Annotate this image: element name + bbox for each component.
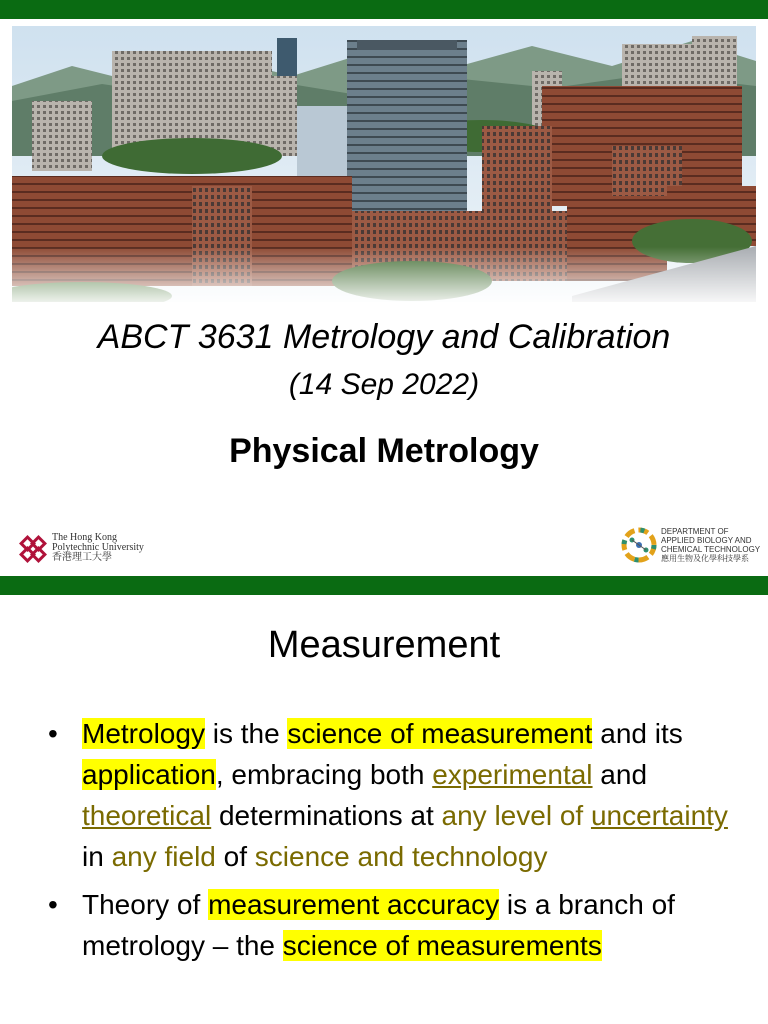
bullet-item <box>48 713 748 877</box>
bullet-list <box>48 713 748 973</box>
bullet-text: Theory of <box>82 889 209 920</box>
abct-name-line1: DEPARTMENT OF <box>661 527 729 536</box>
emphasis-term: any field <box>111 841 216 872</box>
highlight-term: Metrology <box>82 718 205 749</box>
polyu-emblem-icon <box>16 532 50 566</box>
bullet-text <box>583 800 591 831</box>
emphasis-term: science and technology <box>254 841 548 872</box>
polyu-name-line1: The Hong Kong <box>52 532 117 543</box>
underlined-term: experimental <box>432 759 593 790</box>
abct-name-line3: CHEMICAL TECHNOLOGY <box>661 545 761 554</box>
abct-name-line2: APPLIED BIOLOGY AND <box>661 536 752 545</box>
underlined-term: theoretical <box>82 800 212 831</box>
polyu-name-line3: 香港理工大學 <box>52 552 112 563</box>
highlight-term: measurement accuracy <box>208 889 500 920</box>
bullet-text: and <box>592 759 648 790</box>
bullet-text: in <box>82 841 112 872</box>
bullet-text: is the <box>204 718 288 749</box>
slide-title: Measurement <box>267 624 501 666</box>
polyu-name-line2: Polytechnic University <box>52 542 144 553</box>
lecture-date: (14 Sep 2022) <box>288 368 480 401</box>
bullet-item <box>48 884 748 966</box>
bullet-dot-icon: • <box>48 889 58 920</box>
bullet-text: and its <box>592 718 683 749</box>
highlight-term: science of measurement <box>287 718 593 749</box>
abct-emblem-icon <box>620 526 658 564</box>
bullet-dot-icon: • <box>48 718 58 749</box>
abct-name-line4: 應用生物及化學科技學系 <box>661 554 749 563</box>
campus-photo <box>12 26 756 302</box>
emphasis-term: any level of <box>441 800 584 831</box>
abct-logo <box>620 524 760 568</box>
bullet-text: , embracing both <box>215 759 433 790</box>
polyu-logo <box>16 530 216 570</box>
course-title: ABCT 3631 Metrology and Calibration <box>97 318 671 356</box>
bullet-text: is a branch of metrology – the <box>82 889 675 961</box>
highlight-term: application <box>82 759 216 790</box>
top-green-bar <box>0 576 768 595</box>
bullet-text: of <box>215 841 255 872</box>
underlined-term: uncertainty <box>590 800 728 831</box>
bullet-text: determinations at <box>211 800 442 831</box>
top-green-bar <box>0 0 768 19</box>
highlight-term: science of measurements <box>282 930 602 961</box>
lecture-topic: Physical Metrology <box>229 432 539 470</box>
